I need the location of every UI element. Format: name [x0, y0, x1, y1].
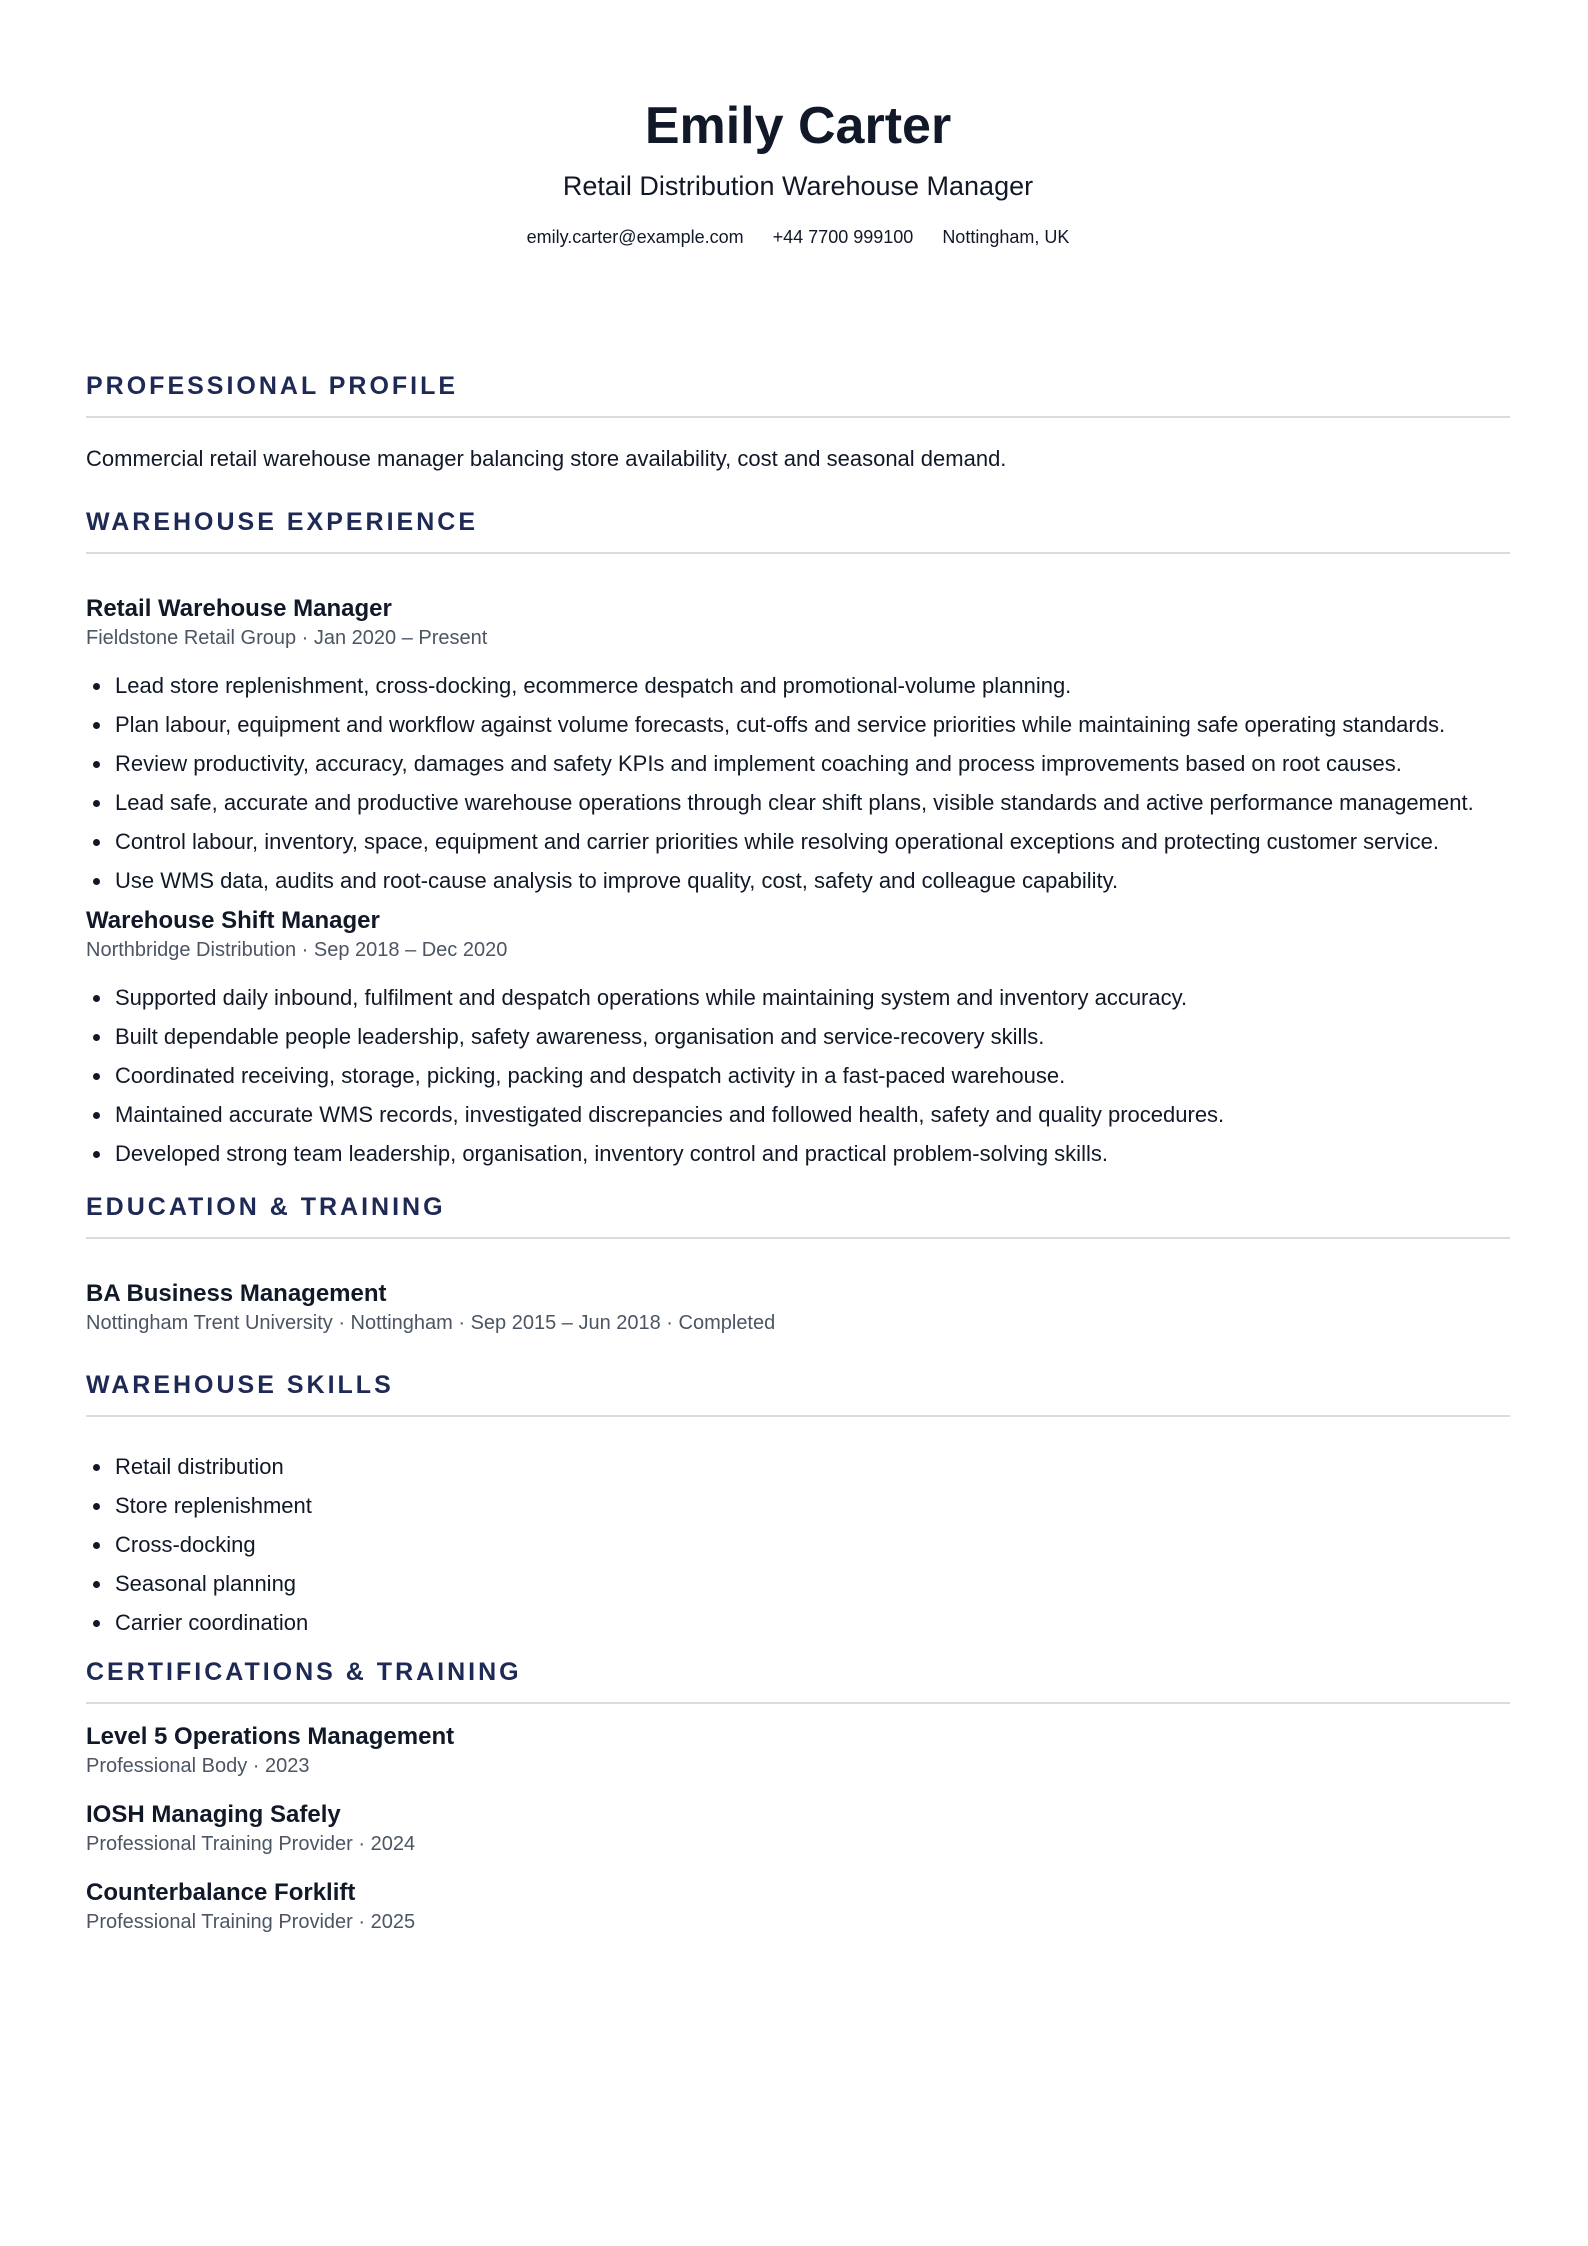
- section-heading: PROFESSIONAL PROFILE: [86, 370, 1510, 418]
- skill-item: Carrier coordination: [115, 1607, 1510, 1638]
- job-title: Retail Warehouse Manager: [86, 595, 392, 622]
- job-meta: Northbridge Distribution · Sep 2018 – Dec 2020: [86, 939, 508, 961]
- section-heading: WAREHOUSE EXPERIENCE: [86, 506, 1510, 554]
- contact-email[interactable]: emily.carter@example.com: [526, 227, 744, 247]
- profile-section: [86, 370, 1510, 474]
- candidate-name: Emily Carter: [644, 97, 952, 155]
- list-item: Supported daily inbound, fulfilment and despatch operations while maintaining system and inventory accuracy.: [115, 982, 1510, 1013]
- certification-meta: Professional Training Provider · 2025: [86, 1911, 416, 1933]
- job-bullets: [86, 670, 1510, 896]
- certification-entry: [86, 1800, 1510, 1858]
- certification-title: IOSH Managing Safely: [86, 1801, 341, 1828]
- certification-title: Level 5 Operations Management: [86, 1723, 455, 1750]
- certification-entry: [86, 1722, 1510, 1780]
- section-heading: WAREHOUSE SKILLS: [86, 1369, 1510, 1417]
- list-item: Built dependable people leadership, safety awareness, organisation and service-recovery skills.: [115, 1021, 1510, 1052]
- profile-summary: Commercial retail warehouse manager balancing store availability, cost and seasonal demand.: [86, 446, 1007, 471]
- skills-section: [86, 1369, 1510, 1638]
- education-entry: [86, 1279, 1510, 1337]
- skill-item: Cross-docking: [115, 1529, 1510, 1560]
- list-item: Control labour, inventory, space, equipment and carrier priorities while resolving operational exceptions and protecting customer service.: [115, 826, 1510, 857]
- section-heading: CERTIFICATIONS & TRAINING: [86, 1656, 1510, 1704]
- contact-line: [86, 224, 1510, 250]
- contact-location: Nottingham, UK: [942, 227, 1070, 247]
- list-item: Lead store replenishment, cross-docking, ecommerce despatch and promotional-volume planning.: [115, 670, 1510, 701]
- certification-meta: Professional Training Provider · 2024: [86, 1833, 416, 1855]
- certification-title: Counterbalance Forklift: [86, 1879, 356, 1906]
- section-heading: EDUCATION & TRAINING: [86, 1191, 1510, 1239]
- contact-phone[interactable]: +44 7700 999100: [772, 227, 914, 247]
- job-entry: [86, 594, 1510, 896]
- certification-meta: Professional Body · 2023: [86, 1755, 310, 1777]
- list-item: Use WMS data, audits and root-cause analysis to improve quality, cost, safety and colleague capability.: [115, 865, 1510, 896]
- education-section: [86, 1191, 1510, 1337]
- degree-meta: Nottingham Trent University · Nottingham · Sep 2015 – Jun 2018 · Completed: [86, 1312, 776, 1334]
- list-item: Coordinated receiving, storage, picking, packing and despatch activity in a fast-paced warehouse.: [115, 1060, 1510, 1091]
- certification-entry: [86, 1878, 1510, 1936]
- experience-section: [86, 506, 1510, 1169]
- job-title: Warehouse Shift Manager: [86, 907, 380, 934]
- list-item: Lead safe, accurate and productive warehouse operations through clear shift plans, visible standards and active performance management.: [115, 787, 1510, 818]
- skill-item: Store replenishment: [115, 1490, 1510, 1521]
- list-item: Maintained accurate WMS records, investigated discrepancies and followed health, safety and quality procedures.: [115, 1099, 1510, 1130]
- job-entry: [86, 906, 1510, 1169]
- resume-page: [86, 0, 1510, 1936]
- job-bullets: [86, 982, 1510, 1169]
- list-item: Review productivity, accuracy, damages and safety KPIs and implement coaching and process improvements based on root causes.: [115, 748, 1510, 779]
- skills-list: [86, 1451, 1510, 1638]
- skill-item: Seasonal planning: [115, 1568, 1510, 1599]
- certifications-section: [86, 1656, 1510, 1936]
- degree-title: BA Business Management: [86, 1280, 387, 1307]
- resume-header: [86, 0, 1510, 250]
- candidate-title: Retail Distribution Warehouse Manager: [562, 171, 1034, 201]
- job-meta: Fieldstone Retail Group · Jan 2020 – Present: [86, 627, 488, 649]
- skill-item: Retail distribution: [115, 1451, 1510, 1482]
- list-item: Developed strong team leadership, organisation, inventory control and practical problem-solving skills.: [115, 1138, 1510, 1169]
- list-item: Plan labour, equipment and workflow against volume forecasts, cut-offs and service priorities while maintaining safe operating standards.: [115, 709, 1510, 740]
